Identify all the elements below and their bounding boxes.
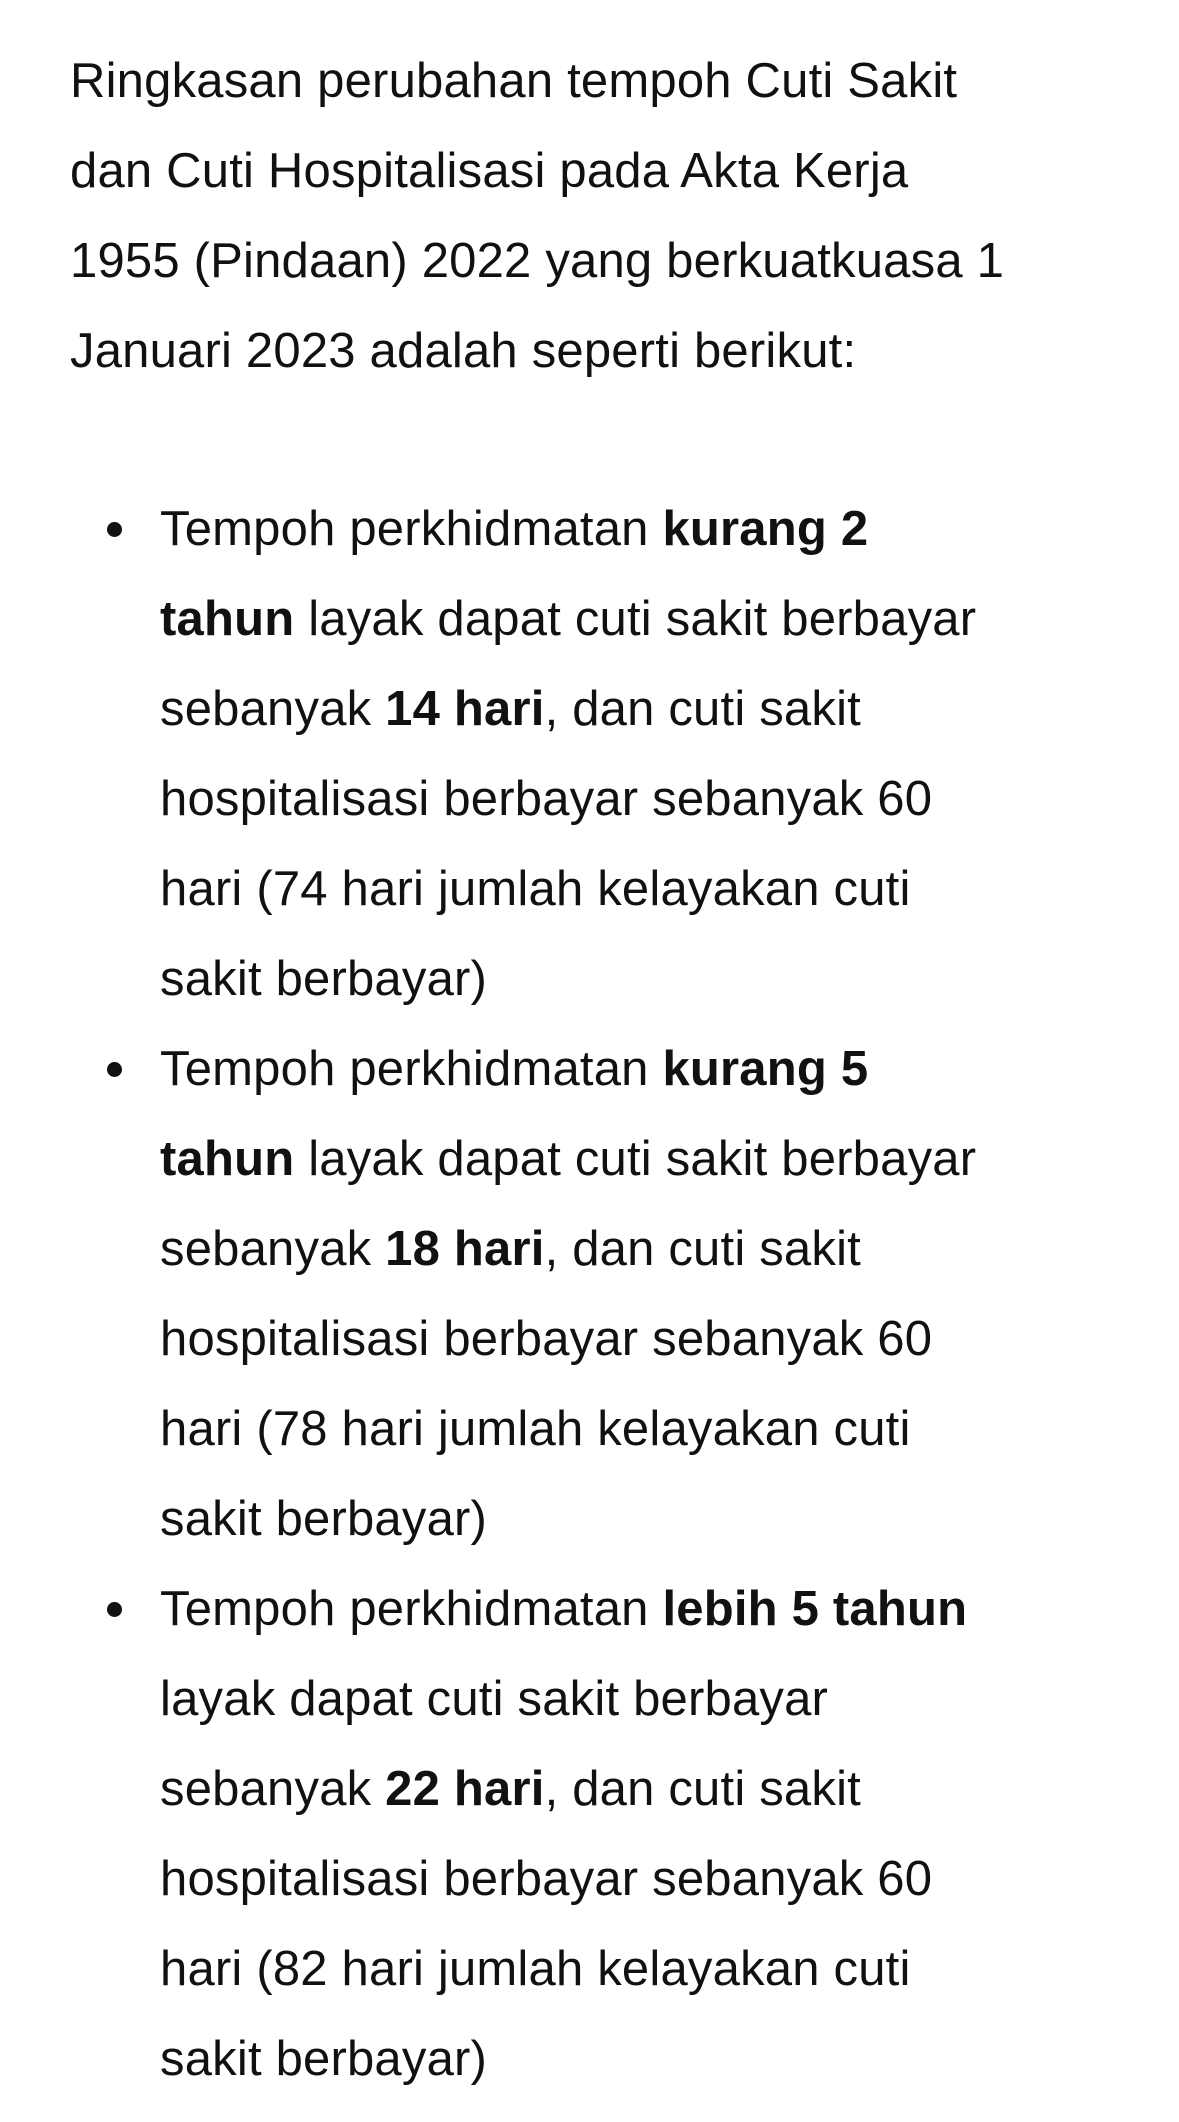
service-period-bold: lebih 5 tahun — [662, 1582, 968, 1636]
intro-line: dan Cuti Hospitalisasi pada Akta Kerja — [70, 144, 909, 198]
item-line: hospitalisasi berbayar sebanyak 60 — [160, 1312, 933, 1366]
item-line: sakit berbayar) — [160, 2032, 488, 2086]
item-line — [160, 1024, 1110, 1114]
item-line: hari (78 hari jumlah kelayakan cuti — [160, 1402, 911, 1456]
sick-leave-days-bold: 22 hari — [385, 1762, 545, 1816]
sick-leave-days-bold: 14 hari — [385, 682, 545, 736]
item-line — [160, 484, 1110, 574]
item-text: Tempoh perkhidmatan — [160, 502, 663, 556]
item-line: sakit berbayar) — [160, 952, 488, 1006]
intro-line: Januari 2023 adalah seperti berikut: — [70, 324, 857, 378]
service-period-bold: tahun — [160, 1132, 295, 1186]
item-line: sakit berbayar) — [160, 1492, 488, 1546]
item-line — [160, 1204, 1110, 1294]
bullet-icon — [107, 522, 122, 537]
item-text: layak dapat cuti sakit berbayar — [294, 1132, 977, 1186]
item-line: hospitalisasi berbayar sebanyak 60 — [160, 1852, 933, 1906]
list-item — [70, 1024, 1110, 1564]
service-period-bold: tahun — [160, 592, 295, 646]
sick-leave-days-bold: 18 hari — [385, 1222, 545, 1276]
item-text: , dan cuti sakit — [544, 682, 861, 736]
item-line — [160, 1564, 1110, 1654]
item-text: sebanyak — [160, 1762, 386, 1816]
intro-paragraph — [70, 36, 1110, 396]
item-line — [160, 1744, 1110, 1834]
item-line — [160, 664, 1110, 754]
item-line: layak dapat cuti sakit berbayar — [160, 1672, 829, 1726]
item-text: layak dapat cuti sakit berbayar — [294, 592, 977, 646]
bullet-icon — [107, 1062, 122, 1077]
item-line: hari (82 hari jumlah kelayakan cuti — [160, 1942, 911, 1996]
item-line — [160, 574, 1110, 664]
list-item — [70, 484, 1110, 1024]
service-period-bold: kurang 5 — [662, 1042, 869, 1096]
leave-entitlement-list — [70, 484, 1110, 2104]
item-text: Tempoh perkhidmatan — [160, 1582, 663, 1636]
item-text: , dan cuti sakit — [544, 1222, 861, 1276]
item-text: sebanyak — [160, 1222, 386, 1276]
service-period-bold: kurang 2 — [662, 502, 869, 556]
item-line: hospitalisasi berbayar sebanyak 60 — [160, 772, 933, 826]
item-line — [160, 1114, 1110, 1204]
item-text: , dan cuti sakit — [544, 1762, 861, 1816]
list-item — [70, 1564, 1110, 2104]
bullet-icon — [107, 1602, 122, 1617]
article-content — [70, 36, 1110, 2104]
item-text: sebanyak — [160, 682, 386, 736]
intro-line: Ringkasan perubahan tempoh Cuti Sakit — [70, 54, 958, 108]
item-line: hari (74 hari jumlah kelayakan cuti — [160, 862, 911, 916]
item-text: Tempoh perkhidmatan — [160, 1042, 663, 1096]
intro-line: 1955 (Pindaan) 2022 yang berkuatkuasa 1 — [70, 234, 1005, 288]
